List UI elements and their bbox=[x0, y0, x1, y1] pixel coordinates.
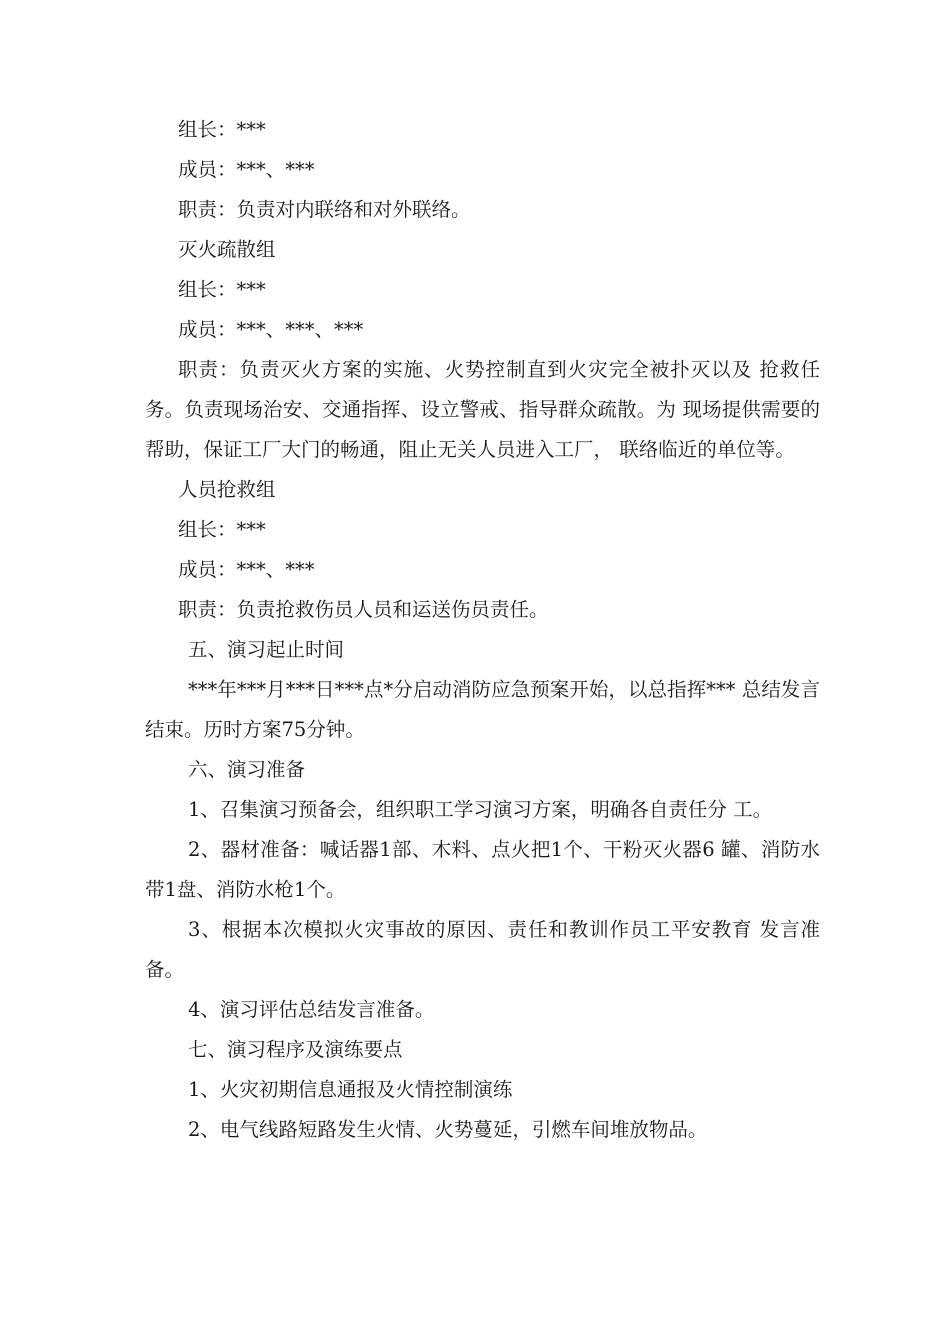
paragraph-prep-1: 1、召集演习预备会，组织职工学习演习方案，明确各自责任分 工。 bbox=[188, 798, 773, 821]
paragraph-procedure-2: 2、电气线路短路发生火情、火势蔓延，引燃车间堆放物品。 bbox=[188, 1118, 708, 1141]
paragraph-members-3: 成员：***、*** bbox=[178, 558, 315, 581]
heading-fire-evacuation-group: 灭火疏散组 bbox=[178, 238, 276, 261]
section-heading-5: 五、演习起止时间 bbox=[188, 638, 345, 661]
section-heading-6: 六、演习准备 bbox=[188, 758, 306, 781]
paragraph-leader-2: 组长：*** bbox=[178, 278, 266, 301]
paragraph-duty-3: 职责：负责抢救伤员人员和运送伤员责任。 bbox=[178, 598, 549, 621]
paragraph-prep-3: 3、根据本次模拟火灾事故的原因、责任和教训作员工平安教育 发言准备。 bbox=[145, 918, 820, 981]
paragraph-duty-2: 职责：负责灭火方案的实施、火势控制直到火灾完全被扑灭以及 抢救任务。负责现场治安、交通指挥、设立警戒、指导群众疏散。为 现场提供需要的帮助，保证工厂大门的畅通，阻止无关人员进入工厂， 联络临近的单位等。 bbox=[145, 358, 820, 461]
paragraph-leader-3: 组长：*** bbox=[178, 518, 266, 541]
document-body bbox=[145, 110, 820, 1150]
paragraph-prep-2: 2、器材准备：喊话器1部、木料、点火把1个、干粉灭火器6 罐、消防水带1盘、消防水枪1个。 bbox=[145, 838, 820, 901]
paragraph-members-2: 成员：***、***、*** bbox=[178, 318, 364, 341]
paragraph-members-1: 成员：***、*** bbox=[178, 158, 315, 181]
paragraph-procedure-1: 1、火灾初期信息通报及火情控制演练 bbox=[188, 1078, 513, 1101]
section-heading-7: 七、演习程序及演练要点 bbox=[188, 1038, 403, 1061]
paragraph-duty-1: 职责：负责对内联络和对外联络。 bbox=[178, 198, 471, 221]
paragraph-leader-1: 组长：*** bbox=[178, 118, 266, 141]
paragraph-drill-time: ***年***月***日***点*分启动消防应急预案开始，以总指挥*** 总结发言结束。历时方案75分钟。 bbox=[145, 678, 820, 741]
heading-rescue-group: 人员抢救组 bbox=[178, 478, 276, 501]
paragraph-prep-4: 4、演习评估总结发言准备。 bbox=[188, 998, 435, 1021]
